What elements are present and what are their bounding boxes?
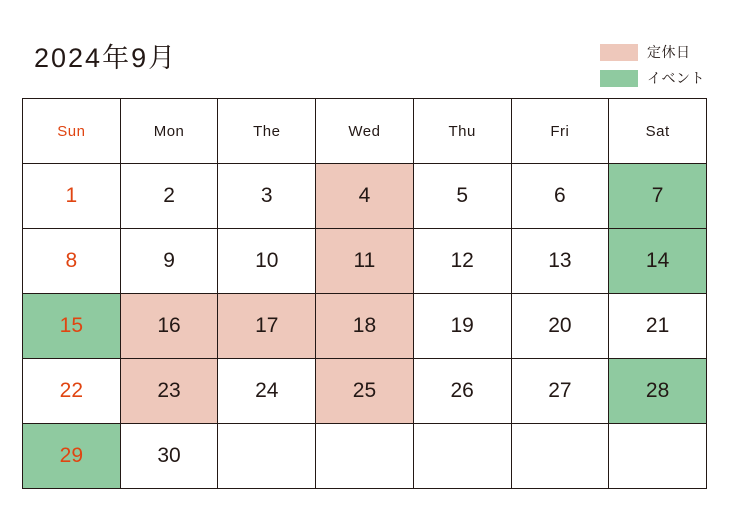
legend-swatch-icon	[600, 44, 638, 61]
calendar-day-cell[interactable]: 9	[120, 229, 218, 294]
calendar-empty-cell	[511, 424, 609, 489]
calendar-day-cell[interactable]: 13	[511, 229, 609, 294]
calendar-day-cell[interactable]: 4	[316, 164, 414, 229]
calendar-week-row	[23, 229, 707, 294]
legend-item	[600, 42, 691, 62]
calendar-header-row	[23, 99, 707, 164]
weekday-header-thu: Thu	[413, 99, 511, 164]
calendar-week-row	[23, 294, 707, 359]
calendar-day-cell[interactable]: 3	[218, 164, 316, 229]
calendar-week-row	[23, 424, 707, 489]
calendar-empty-cell	[413, 424, 511, 489]
calendar-day-cell[interactable]: 26	[413, 359, 511, 424]
calendar-day-cell[interactable]: 27	[511, 359, 609, 424]
calendar-empty-cell	[316, 424, 414, 489]
weekday-header-wed: Wed	[316, 99, 414, 164]
calendar-table	[22, 98, 707, 489]
calendar-day-cell[interactable]: 20	[511, 294, 609, 359]
calendar-day-cell[interactable]: 1	[23, 164, 121, 229]
legend-label: 定休日	[647, 44, 691, 60]
calendar-day-cell[interactable]: 15	[23, 294, 121, 359]
calendar-day-cell[interactable]: 19	[413, 294, 511, 359]
calendar-day-cell[interactable]: 5	[413, 164, 511, 229]
calendar-day-cell[interactable]: 29	[23, 424, 121, 489]
calendar-day-cell[interactable]: 28	[609, 359, 707, 424]
calendar-day-cell[interactable]: 8	[23, 229, 121, 294]
calendar-empty-cell	[218, 424, 316, 489]
calendar-week-row	[23, 359, 707, 424]
calendar-day-cell[interactable]: 11	[316, 229, 414, 294]
calendar-day-cell[interactable]: 6	[511, 164, 609, 229]
legend-label: イベント	[647, 70, 705, 86]
calendar-day-cell[interactable]: 22	[23, 359, 121, 424]
calendar-week-row	[23, 164, 707, 229]
weekday-header-fri: Fri	[511, 99, 609, 164]
calendar-day-cell[interactable]: 30	[120, 424, 218, 489]
calendar-day-cell[interactable]: 12	[413, 229, 511, 294]
weekday-header-sat: Sat	[609, 99, 707, 164]
calendar-day-cell[interactable]: 17	[218, 294, 316, 359]
weekday-header-sun: Sun	[23, 99, 121, 164]
calendar-day-cell[interactable]: 18	[316, 294, 414, 359]
weekday-header-row	[23, 99, 707, 164]
calendar-empty-cell	[609, 424, 707, 489]
weekday-header-mon: Mon	[120, 99, 218, 164]
calendar-day-cell[interactable]: 2	[120, 164, 218, 229]
calendar-day-cell[interactable]: 14	[609, 229, 707, 294]
calendar-day-cell[interactable]: 23	[120, 359, 218, 424]
legend-swatch-icon	[600, 70, 638, 87]
weekday-header-the: The	[218, 99, 316, 164]
calendar-day-cell[interactable]: 10	[218, 229, 316, 294]
calendar-day-cell[interactable]: 24	[218, 359, 316, 424]
legend	[600, 42, 705, 88]
calendar-body	[23, 164, 707, 489]
page-header	[0, 0, 729, 98]
calendar-day-cell[interactable]: 21	[609, 294, 707, 359]
page-title: 2024年9月	[34, 43, 178, 73]
calendar-day-cell[interactable]: 25	[316, 359, 414, 424]
calendar-day-cell[interactable]: 16	[120, 294, 218, 359]
calendar-day-cell[interactable]: 7	[609, 164, 707, 229]
legend-item	[600, 68, 705, 88]
